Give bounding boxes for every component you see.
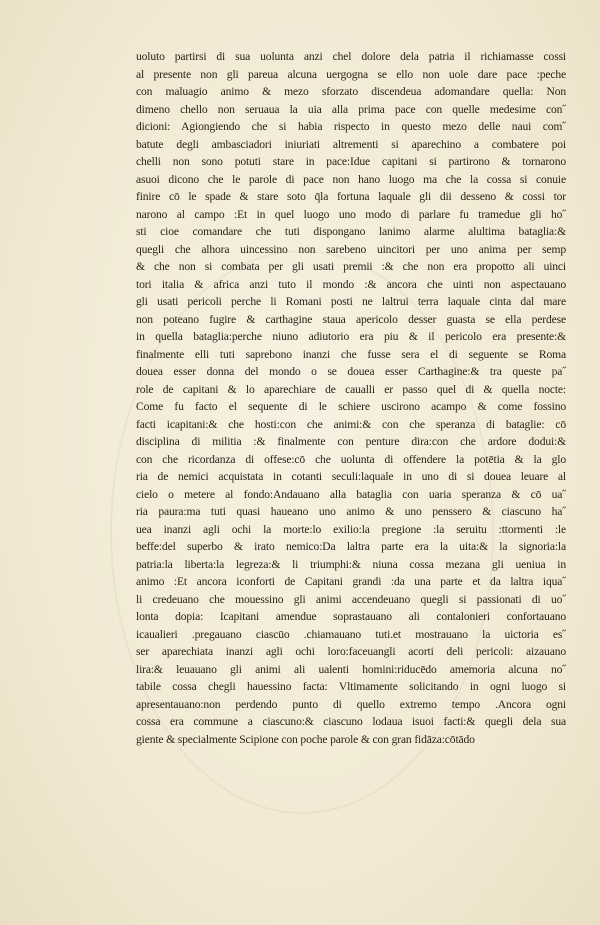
text-block xyxy=(136,48,566,748)
text-line: & che non si combata per gli usati premii :& che non era propotto ali uinci xyxy=(136,260,566,273)
text-line: con maluagio animo & mezo sforzato discendeua adomandare quella: Non xyxy=(136,85,566,98)
text-line: tori italia & africa anzi tuto il mondo :& ancora che uinti non aspectauano xyxy=(136,277,566,291)
text-line: disciplina di militia :& finalmente con penture dira:con che ardore dodui:& xyxy=(136,435,566,448)
text-line: uea inanzi agli ochi la morte:lo exilio:la pregione :la seruitu :ttormenti :le xyxy=(136,522,566,536)
text-line: tabile cossa chegli hauessino facta: Vltimamente solicitando in ogni luogo si xyxy=(136,680,566,693)
text-line: ser aparechiata inanzi agli ochi loro:faceuangli acorti deli pericoli: aizauano xyxy=(136,645,566,658)
text-line: lira:& leuauano gli animi ali ualenti homini:riducēdo amemoria alcuna no˝ xyxy=(136,662,566,676)
text-line: cielo o metere al fondo:Andauano alla bataglia con uaria speranza & cō ua˝ xyxy=(136,487,566,501)
text-line: douea esser donna del mondo o se douea esser Carthagine:& tra queste pa˝ xyxy=(136,365,566,378)
text-line: batute degli ambasciadori iniuriati altrementi si aparechino a combatere poi xyxy=(136,137,566,151)
text-line: dimeno chello non seruaua la uia alla prima pace con quelle medesime con˝ xyxy=(136,102,566,116)
text-line: role de capitani & lo aparechiare de caualli er passo quel di & quella nocte: xyxy=(136,382,566,396)
text-line: in quella bataglia:perche niuno adiutorio era piu & il pericolo era presente:& xyxy=(136,330,566,343)
text-line: animo :Et ancora iconforti de Capitani grandi :da una parte et da laltra iqua˝ xyxy=(136,575,566,588)
text-line: patria:la liberta:la legreza:& li triumphi:& niuna cossa mezana gli ueniua in xyxy=(136,557,566,571)
text-line: li credeuano che mouessino gli animi accendeuano quegli si passionati di uo˝ xyxy=(136,592,566,606)
text-line: Come fu facto el sequente di le schiere uscirono acampo & come fossino xyxy=(136,400,566,413)
text-line: chelli non sono potuti stare in pace:Idue capitani si partirono & tornarono xyxy=(136,155,566,168)
text-line: apresentauano:non perdendo punto di quello extremo tempo .Ancora ogni xyxy=(136,697,566,711)
text-line: lonta dopia: Icapitani amendue soprastauano ali contalonieri confortauano xyxy=(136,610,566,623)
text-line: sti cioe comandare che tuti dispongano lanimo alarme alultima bataglia:& xyxy=(136,225,566,238)
text-line: finire cō le spade & stare soto q̄la fortuna laquale gli dii desseno & cossi tor xyxy=(136,190,566,203)
text-line: finalmente elli tuti saprebono inanzi che fusse sera el di seguente se Roma xyxy=(136,347,566,361)
text-line: uoluto partirsi di sua uolunta anzi chel dolore dela patria il richiamasse cossi xyxy=(136,50,566,63)
text-line: facti icapitani:& che hosti:con che animi:& con che speranza di bataglie: cō xyxy=(136,417,566,431)
text-line: dicioni: Agiongiendo che si habia rispecto in questo mezo delle naui com˝ xyxy=(136,120,566,133)
text-line: non poteano fugire & carthagine staua apericolo desser guasta se ella perdese xyxy=(136,312,566,326)
text-line: giente & specialmente Scipione con poche parole & con gran fidāza:cōtādo xyxy=(136,732,475,746)
text-line: beffe:del superbo & irato nemico:Da laltra parte era la uita:& la signoria:la xyxy=(136,540,566,553)
text-line: quegli che alhora uincessino non sarebeno uincitori per uno anima per semp xyxy=(136,242,566,256)
text-line: ria paura:ma tuti quasi haueano uno animo & uno penssero & ciascuno ha˝ xyxy=(136,505,566,518)
text-line: ria de nemici acquistata in cotanti seculi:laquale in uno di si douea leuare al xyxy=(136,470,566,483)
text-line: con che ricordanza di offese:cō che uolunta di offendere la potētia & la glo xyxy=(136,452,566,466)
text-line: cossa era commune a ciascuno:& ciascuno lodaua isuoi facti:& quegli dela sua xyxy=(136,715,566,728)
text-line: al presente non gli pareua alcuna uergogna se ello non uole dare pace :peche xyxy=(136,67,566,81)
text-line: asuoi dicono che le parole di pace non hano luogo ma che la cossa si conuie xyxy=(136,172,566,186)
text-line: narono al campo :Et in quel luogo uno modo di parlare fu tramedue gli ho˝ xyxy=(136,207,566,221)
text-line: gli usati pericoli perche li Romani posti ne laltrui terra laquale cinta dal mare xyxy=(136,295,566,308)
text-line: icaualieri .pregauano ciascūo .chiamauano tuti.et mostrauano la uictoria es˝ xyxy=(136,627,566,641)
